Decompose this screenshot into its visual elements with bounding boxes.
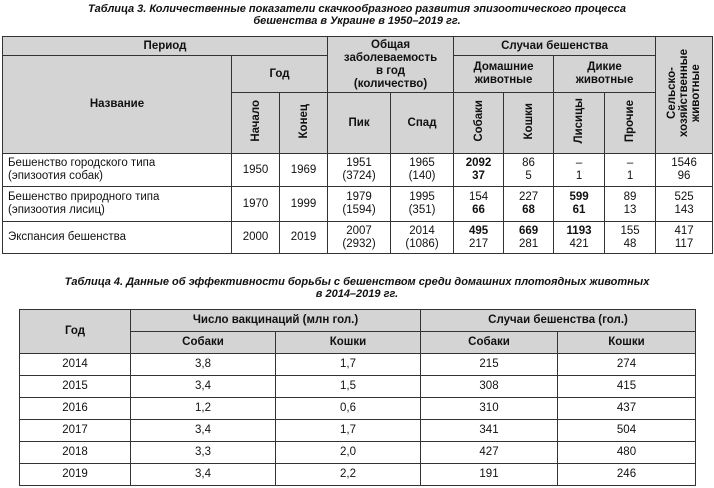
header-year: Год: [20, 310, 131, 354]
row-decline: 2014 (1086): [391, 222, 454, 254]
table-row: [20, 398, 696, 420]
row-cats: 86 5: [504, 154, 554, 187]
header-cats: Кошки: [504, 93, 554, 154]
header-domestic: Домашние животные: [454, 56, 554, 93]
header-rabies-cases: Случаи бешенства (гол.): [421, 310, 696, 332]
cell-year: 2018: [20, 442, 131, 464]
row-farm: 1546 96: [656, 154, 713, 187]
row-decline: 1965 (140): [391, 154, 454, 187]
row-dogs: 495 217: [454, 222, 504, 254]
header-end: Конец: [280, 93, 328, 154]
table3: [2, 36, 713, 254]
row-peak: 2007 (2932): [328, 222, 391, 254]
row-farm: 417 117: [656, 222, 713, 254]
cell-vacc-dogs: 3,3: [131, 442, 276, 464]
row-dogs: 2092 37: [454, 154, 504, 187]
row-other: – 1: [605, 154, 656, 187]
header-total-incidence: Общая заболеваемость в год (количество): [328, 37, 454, 93]
header-cases-dogs: Собаки: [421, 332, 558, 354]
cell-vacc-cats: 1,7: [276, 420, 421, 442]
header-year: Год: [232, 56, 328, 93]
cell-vacc-dogs: 3,4: [131, 420, 276, 442]
table-row: [20, 354, 696, 376]
header-peak: Пик: [328, 93, 391, 154]
table-row: [20, 420, 696, 442]
row-name: Бешенство городского типа (эпизоотия собак): [3, 154, 232, 187]
table-row: [3, 222, 713, 254]
table-row: [20, 442, 696, 464]
cell-cases-cats: 246: [558, 464, 696, 486]
row-cats: 227 68: [504, 187, 554, 222]
cell-vacc-cats: 2,0: [276, 442, 421, 464]
header-rabies-cases: Случаи бешенства: [454, 37, 656, 56]
header-decline: Спад: [391, 93, 454, 154]
header-cases-cats: Кошки: [558, 332, 696, 354]
cell-cases-cats: 504: [558, 420, 696, 442]
row-cats: 669 281: [504, 222, 554, 254]
table4: [19, 309, 696, 486]
header-vaccinations: Число вакцинаций (млн гол.): [131, 310, 421, 332]
header-other: Прочие: [605, 93, 656, 154]
cell-cases-dogs: 341: [421, 420, 558, 442]
header-vacc-cats: Кошки: [276, 332, 421, 354]
header-foxes: Лисицы: [554, 93, 605, 154]
row-end: 1969: [280, 154, 328, 187]
cell-vacc-cats: 2,2: [276, 464, 421, 486]
cell-vacc-cats: 1,7: [276, 354, 421, 376]
row-start: 2000: [232, 222, 280, 254]
cell-cases-dogs: 308: [421, 376, 558, 398]
table-row: [20, 376, 696, 398]
row-foxes: – 1: [554, 154, 605, 187]
table3-caption: Таблица 3. Количественные показатели скачкообразного развития эпизоотического процесса бешенства в Украине в 1950–2019 гг.: [87, 3, 627, 27]
table4-caption: Таблица 4. Данные об эффективности борьбы с бешенством среди домашних плотоядных животных в 2014–2019 гг.: [64, 276, 650, 300]
cell-cases-dogs: 310: [421, 398, 558, 420]
header-name: Название: [3, 56, 232, 154]
cell-cases-dogs: 191: [421, 464, 558, 486]
cell-cases-cats: 274: [558, 354, 696, 376]
row-start: 1970: [232, 187, 280, 222]
row-foxes: 1193 421: [554, 222, 605, 254]
row-dogs: 154 66: [454, 187, 504, 222]
cell-cases-dogs: 215: [421, 354, 558, 376]
header-start: Начало: [232, 93, 280, 154]
header-wild: Дикие животные: [554, 56, 656, 93]
cell-year: 2014: [20, 354, 131, 376]
cell-cases-cats: 415: [558, 376, 696, 398]
cell-vacc-cats: 0,6: [276, 398, 421, 420]
cell-vacc-dogs: 3,4: [131, 464, 276, 486]
row-foxes: 599 61: [554, 187, 605, 222]
table-row: [20, 464, 696, 486]
row-farm: 525 143: [656, 187, 713, 222]
cell-vacc-cats: 1,5: [276, 376, 421, 398]
row-start: 1950: [232, 154, 280, 187]
cell-cases-cats: 437: [558, 398, 696, 420]
row-other: 155 48: [605, 222, 656, 254]
row-end: 1999: [280, 187, 328, 222]
row-decline: 1995 (351): [391, 187, 454, 222]
row-other: 89 13: [605, 187, 656, 222]
row-end: 2019: [280, 222, 328, 254]
cell-cases-dogs: 427: [421, 442, 558, 464]
header-vacc-dogs: Собаки: [131, 332, 276, 354]
header-period: Период: [3, 37, 328, 56]
cell-year: 2019: [20, 464, 131, 486]
cell-year: 2015: [20, 376, 131, 398]
row-name: Бешенство природного типа (эпизоотия лисиц): [3, 187, 232, 222]
row-peak: 1979 (1594): [328, 187, 391, 222]
header-farm-animals: Сельско- хозяйственные животные: [656, 37, 713, 154]
cell-year: 2016: [20, 398, 131, 420]
table-row: [3, 187, 713, 222]
cell-vacc-dogs: 3,8: [131, 354, 276, 376]
table-row: [3, 154, 713, 187]
cell-year: 2017: [20, 420, 131, 442]
header-dogs: Собаки: [454, 93, 504, 154]
cell-vacc-dogs: 1,2: [131, 398, 276, 420]
row-name: Экспансия бешенства: [3, 222, 232, 254]
row-peak: 1951 (3724): [328, 154, 391, 187]
cell-vacc-dogs: 3,4: [131, 376, 276, 398]
cell-cases-cats: 480: [558, 442, 696, 464]
